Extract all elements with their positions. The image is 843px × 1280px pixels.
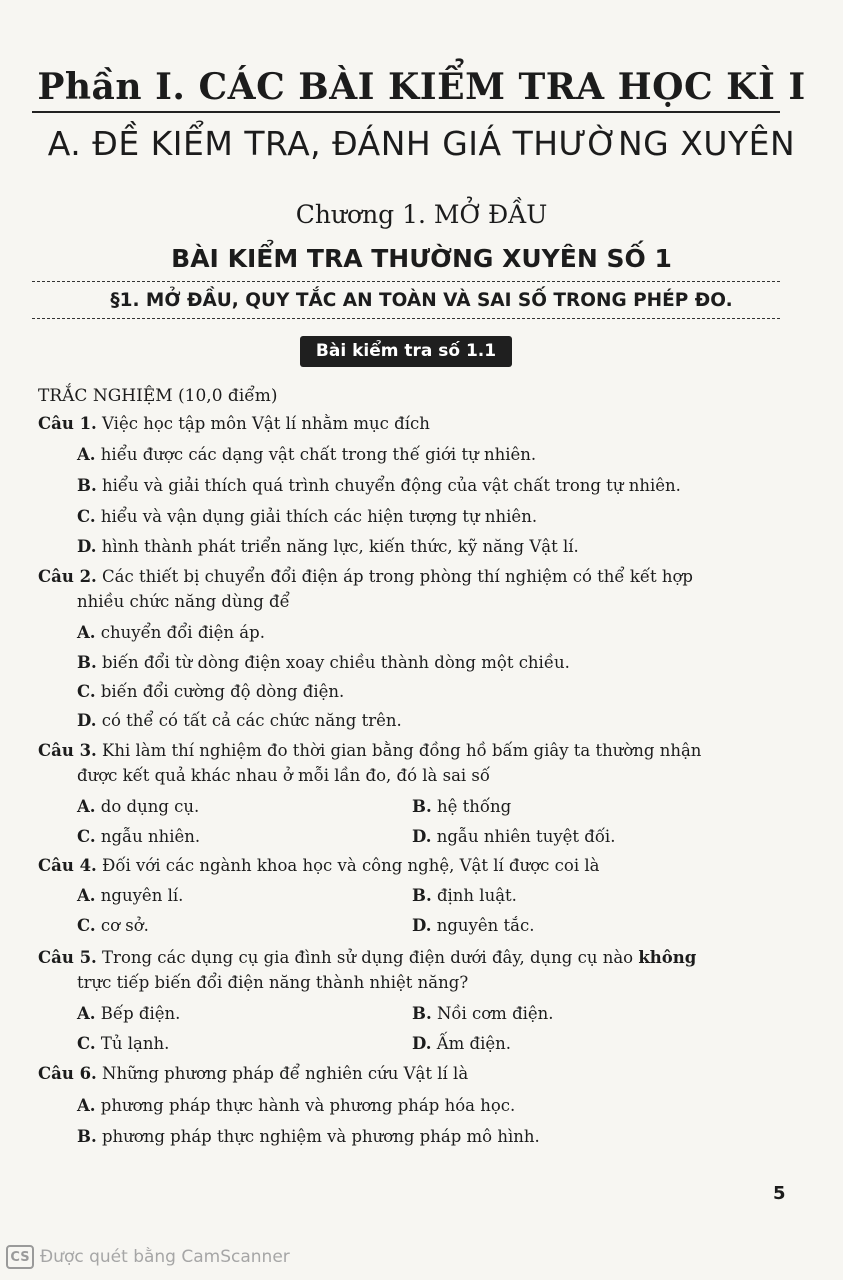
question-text: Khi làm thí nghiệm đo thời gian bằng đồng hồ bấm giây ta thường nhận [102, 741, 702, 760]
title-divider [32, 111, 780, 113]
question-text: Việc học tập môn Vật lí nhằm mục đích [102, 414, 430, 433]
option-2c: C. biến đổi cường độ dòng điện. [77, 682, 345, 701]
option-4c: C. cơ sở. [77, 916, 149, 935]
section-a-title: A. ĐỀ KIỂM TRA, ĐÁNH GIÁ THƯỜNG XUYÊN [47, 124, 796, 163]
option-2b: B. biến đổi từ dòng điện xoay chiều thành dòng một chiều. [77, 653, 570, 672]
question-4 [38, 854, 599, 878]
dashed-divider-bottom [32, 318, 780, 319]
option-1b: B. hiểu và giải thích quá trình chuyển động của vật chất trong tự nhiên. [77, 476, 681, 495]
option-4b: B. định luật. [412, 886, 517, 905]
option-4d: D. nguyên tắc. [412, 916, 535, 935]
question-label: Câu 2. [38, 567, 97, 586]
test-badge: Bài kiểm tra số 1.1 [300, 336, 512, 367]
option-3d: D. ngẫu nhiên tuyệt đối. [412, 827, 616, 846]
question-label: Câu 1. [38, 414, 97, 433]
question-3 [38, 739, 701, 763]
lesson-title: §1. MỞ ĐẦU, QUY TẮC AN TOÀN VÀ SAI SỐ TRONG PHÉP ĐO. [110, 290, 733, 311]
question-label: Câu 5. [38, 948, 97, 967]
option-3b: B. hệ thống [412, 797, 512, 816]
option-1d: D. hình thành phát triển năng lực, kiến thức, kỹ năng Vật lí. [77, 537, 579, 556]
question-text: Đối với các ngành khoa học và công nghệ, Vật lí được coi là [102, 856, 600, 875]
question-5 [38, 946, 696, 970]
question-label: Câu 6. [38, 1064, 97, 1083]
option-5d: D. Ấm điện. [412, 1034, 512, 1053]
option-1c: C. hiểu và vận dụng giải thích các hiện tượng tự nhiên. [77, 507, 538, 526]
question-2-cont: nhiều chức năng dùng để [77, 592, 290, 611]
question-label: Câu 3. [38, 741, 97, 760]
page-number: 5 [773, 1183, 786, 1204]
part-title: Phần I. CÁC BÀI KIỂM TRA HỌC KÌ I [37, 66, 806, 108]
question-text: Trong các dụng cụ gia đình sử dụng điện dưới đây, dụng cụ nào [102, 948, 634, 967]
question-6 [38, 1062, 468, 1086]
question-5-cont: trực tiếp biến đổi điện năng thành nhiệt năng? [77, 973, 469, 992]
option-3c: C. ngẫu nhiên. [77, 827, 201, 846]
option-3a: A. do dụng cụ. [77, 797, 200, 816]
question-label: Câu 4. [38, 856, 97, 875]
option-5c: C. Tủ lạnh. [77, 1034, 170, 1053]
exam-title: BÀI KIỂM TRA THƯỜNG XUYÊN SỐ 1 [171, 244, 672, 273]
option-4a: A. nguyên lí. [77, 886, 184, 905]
option-2d: D. có thể có tất cả các chức năng trên. [77, 711, 402, 730]
scanner-watermark [6, 1245, 290, 1269]
camscanner-logo-icon: CS [6, 1245, 34, 1269]
emphasis-word: không [638, 948, 697, 967]
question-text: Những phương pháp để nghiên cứu Vật lí là [102, 1064, 469, 1083]
scanner-text: Được quét bằng CamScanner [40, 1247, 290, 1267]
option-6b: B. phương pháp thực nghiệm và phương pháp mô hình. [77, 1127, 540, 1146]
question-3-cont: được kết quả khác nhau ở mỗi lần đo, đó là sai số [77, 766, 490, 785]
question-1 [38, 412, 430, 436]
question-text: Các thiết bị chuyển đổi điện áp trong phòng thí nghiệm có thể kết hợp [102, 567, 693, 586]
dashed-divider-top [32, 281, 780, 282]
option-5a: A. Bếp điện. [77, 1004, 181, 1023]
chapter-title: Chương 1. MỞ ĐẦU [295, 200, 548, 229]
option-5b: B. Nồi cơm điện. [412, 1004, 554, 1023]
section-heading: TRẮC NGHIỆM (10,0 điểm) [38, 386, 278, 406]
question-2 [38, 565, 693, 589]
option-1a: A. hiểu được các dạng vật chất trong thế giới tự nhiên. [77, 445, 537, 464]
option-2a: A. chuyển đổi điện áp. [77, 623, 265, 642]
option-6a: A. phương pháp thực hành và phương pháp hóa học. [77, 1096, 516, 1115]
